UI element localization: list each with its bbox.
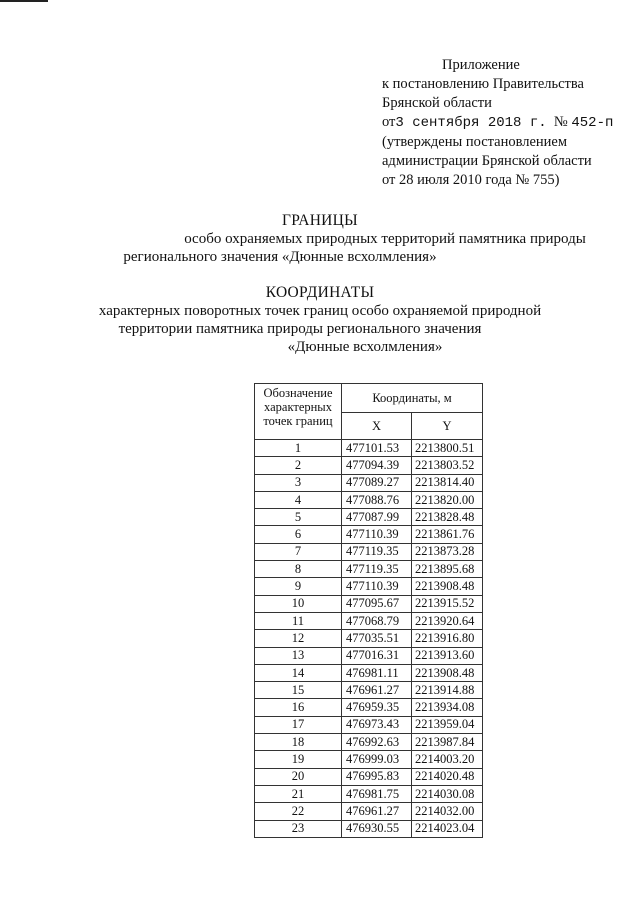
table-row bbox=[255, 491, 483, 508]
point-number-cell: 19 bbox=[255, 751, 342, 768]
borders-subtitle-line2: регионального значения «Дюнные всхолмления» bbox=[123, 249, 437, 265]
point-number-cell: 20 bbox=[255, 768, 342, 785]
y-coordinate-cell: 2213873.28 bbox=[412, 543, 483, 560]
table-row bbox=[255, 457, 483, 474]
x-coordinate-cell: 476930.55 bbox=[342, 820, 412, 837]
table-row bbox=[255, 664, 483, 681]
y-coordinate-cell: 2213803.52 bbox=[412, 457, 483, 474]
coordinates-table bbox=[254, 383, 483, 838]
x-coordinate-cell: 477119.35 bbox=[342, 543, 412, 560]
number-prefix: № bbox=[553, 114, 568, 130]
x-coordinate-cell: 477094.39 bbox=[342, 457, 412, 474]
x-coordinate-cell: 477101.53 bbox=[342, 440, 412, 457]
point-number-cell: 7 bbox=[255, 543, 342, 560]
y-coordinate-cell: 2213934.08 bbox=[412, 699, 483, 716]
coords-subtitle-line3: «Дюнные всхолмления» bbox=[287, 339, 443, 355]
point-number-cell: 1 bbox=[255, 440, 342, 457]
y-coordinate-cell: 2213820.00 bbox=[412, 491, 483, 508]
x-coordinate-cell: 476981.75 bbox=[342, 785, 412, 802]
y-coordinate-cell: 2213987.84 bbox=[412, 734, 483, 751]
borders-subtitle-line1: особо охраняемых природных территорий памятника природы bbox=[184, 231, 586, 247]
appendix-title: Приложение bbox=[442, 57, 520, 73]
point-number-cell: 5 bbox=[255, 509, 342, 526]
appendix-date-line bbox=[382, 113, 632, 133]
table-row bbox=[255, 612, 483, 629]
point-number-cell: 11 bbox=[255, 612, 342, 629]
point-number-cell: 8 bbox=[255, 561, 342, 578]
point-number-cell: 23 bbox=[255, 820, 342, 837]
date-prefix: от bbox=[382, 114, 396, 130]
x-coordinate-cell: 477087.99 bbox=[342, 509, 412, 526]
y-coordinate-cell: 2213916.80 bbox=[412, 630, 483, 647]
table-header bbox=[255, 384, 483, 440]
point-number-cell: 4 bbox=[255, 491, 342, 508]
borders-title: ГРАНИЦЫ bbox=[282, 212, 358, 229]
y-column-header: Y bbox=[412, 413, 483, 440]
point-number-cell: 18 bbox=[255, 734, 342, 751]
y-coordinate-cell: 2214020.48 bbox=[412, 768, 483, 785]
y-coordinate-cell: 2213895.68 bbox=[412, 561, 483, 578]
point-number-cell: 12 bbox=[255, 630, 342, 647]
borders-heading bbox=[0, 212, 640, 266]
table-row bbox=[255, 543, 483, 560]
table-row bbox=[255, 751, 483, 768]
table-row bbox=[255, 509, 483, 526]
x-coordinate-cell: 476959.35 bbox=[342, 699, 412, 716]
y-coordinate-cell: 2214032.00 bbox=[412, 803, 483, 820]
point-number-cell: 22 bbox=[255, 803, 342, 820]
table-row bbox=[255, 440, 483, 457]
x-coordinate-cell: 476961.27 bbox=[342, 803, 412, 820]
table-row bbox=[255, 474, 483, 491]
x-coordinate-cell: 477068.79 bbox=[342, 612, 412, 629]
appendix-line-region: Брянской области bbox=[382, 95, 492, 111]
table-row bbox=[255, 682, 483, 699]
y-coordinate-cell: 2213828.48 bbox=[412, 509, 483, 526]
table-row bbox=[255, 561, 483, 578]
x-coordinate-cell: 476999.03 bbox=[342, 751, 412, 768]
table-row bbox=[255, 630, 483, 647]
point-number-cell: 15 bbox=[255, 682, 342, 699]
y-coordinate-cell: 2213914.88 bbox=[412, 682, 483, 699]
point-number-cell: 17 bbox=[255, 716, 342, 733]
x-coordinate-cell: 477095.67 bbox=[342, 595, 412, 612]
x-coordinate-cell: 476992.63 bbox=[342, 734, 412, 751]
appendix-line-administration: администрации Брянской области bbox=[382, 153, 592, 169]
x-coordinate-cell: 477035.51 bbox=[342, 630, 412, 647]
appendix-line-resolution: к постановлению Правительства bbox=[382, 76, 584, 92]
point-number-cell: 13 bbox=[255, 647, 342, 664]
x-coordinate-cell: 477119.35 bbox=[342, 561, 412, 578]
table-row bbox=[255, 526, 483, 543]
coords-subtitle-line1: характерных поворотных точек границ особо охраняемой природной bbox=[98, 303, 542, 319]
point-number-cell: 3 bbox=[255, 474, 342, 491]
y-coordinate-cell: 2213908.48 bbox=[412, 578, 483, 595]
table-row bbox=[255, 803, 483, 820]
table-row bbox=[255, 699, 483, 716]
x-coordinate-cell: 476981.11 bbox=[342, 664, 412, 681]
point-number-cell: 16 bbox=[255, 699, 342, 716]
table-row bbox=[255, 595, 483, 612]
resolution-number: 452-п bbox=[571, 115, 614, 131]
table-header-row bbox=[255, 384, 483, 413]
x-column-header: X bbox=[342, 413, 412, 440]
x-coordinate-cell: 476973.43 bbox=[342, 716, 412, 733]
y-coordinate-cell: 2213814.40 bbox=[412, 474, 483, 491]
y-coordinate-cell: 2213908.48 bbox=[412, 664, 483, 681]
x-coordinate-cell: 477016.31 bbox=[342, 647, 412, 664]
y-coordinate-cell: 2213913.60 bbox=[412, 647, 483, 664]
table-row bbox=[255, 768, 483, 785]
x-coordinate-cell: 477110.39 bbox=[342, 578, 412, 595]
y-coordinate-cell: 2213920.64 bbox=[412, 612, 483, 629]
corner-scan-mark bbox=[0, 0, 48, 2]
appendix-block bbox=[382, 56, 632, 190]
x-coordinate-cell: 477089.27 bbox=[342, 474, 412, 491]
point-number-cell: 2 bbox=[255, 457, 342, 474]
coords-subtitle-line2: территории памятника природы регионального значения bbox=[118, 321, 482, 337]
table-row bbox=[255, 716, 483, 733]
appendix-line-date: от 28 июля 2010 года № 755) bbox=[382, 172, 560, 188]
y-coordinate-cell: 2213959.04 bbox=[412, 716, 483, 733]
point-number-cell: 14 bbox=[255, 664, 342, 681]
table-row bbox=[255, 647, 483, 664]
table-row bbox=[255, 820, 483, 837]
x-coordinate-cell: 477110.39 bbox=[342, 526, 412, 543]
table-body bbox=[255, 440, 483, 838]
resolution-date: 3 сентября 2018 г. bbox=[395, 115, 547, 131]
y-coordinate-cell: 2214030.08 bbox=[412, 785, 483, 802]
point-number-cell: 9 bbox=[255, 578, 342, 595]
x-coordinate-cell: 476961.27 bbox=[342, 682, 412, 699]
appendix-line-approved: (утверждены постановлением bbox=[382, 134, 568, 150]
x-coordinate-cell: 477088.76 bbox=[342, 491, 412, 508]
coords-column-header: Координаты, м bbox=[342, 384, 483, 413]
table-row bbox=[255, 785, 483, 802]
point-number-cell: 6 bbox=[255, 526, 342, 543]
y-coordinate-cell: 2214023.04 bbox=[412, 820, 483, 837]
point-number-cell: 21 bbox=[255, 785, 342, 802]
table-row bbox=[255, 578, 483, 595]
point-number-cell: 10 bbox=[255, 595, 342, 612]
point-column-header: Обозначение характерных точек границ bbox=[255, 384, 342, 440]
x-coordinate-cell: 476995.83 bbox=[342, 768, 412, 785]
coords-heading bbox=[0, 284, 640, 356]
y-coordinate-cell: 2213861.76 bbox=[412, 526, 483, 543]
y-coordinate-cell: 2214003.20 bbox=[412, 751, 483, 768]
table-row bbox=[255, 734, 483, 751]
coords-title: КООРДИНАТЫ bbox=[265, 284, 375, 301]
y-coordinate-cell: 2213915.52 bbox=[412, 595, 483, 612]
y-coordinate-cell: 2213800.51 bbox=[412, 440, 483, 457]
